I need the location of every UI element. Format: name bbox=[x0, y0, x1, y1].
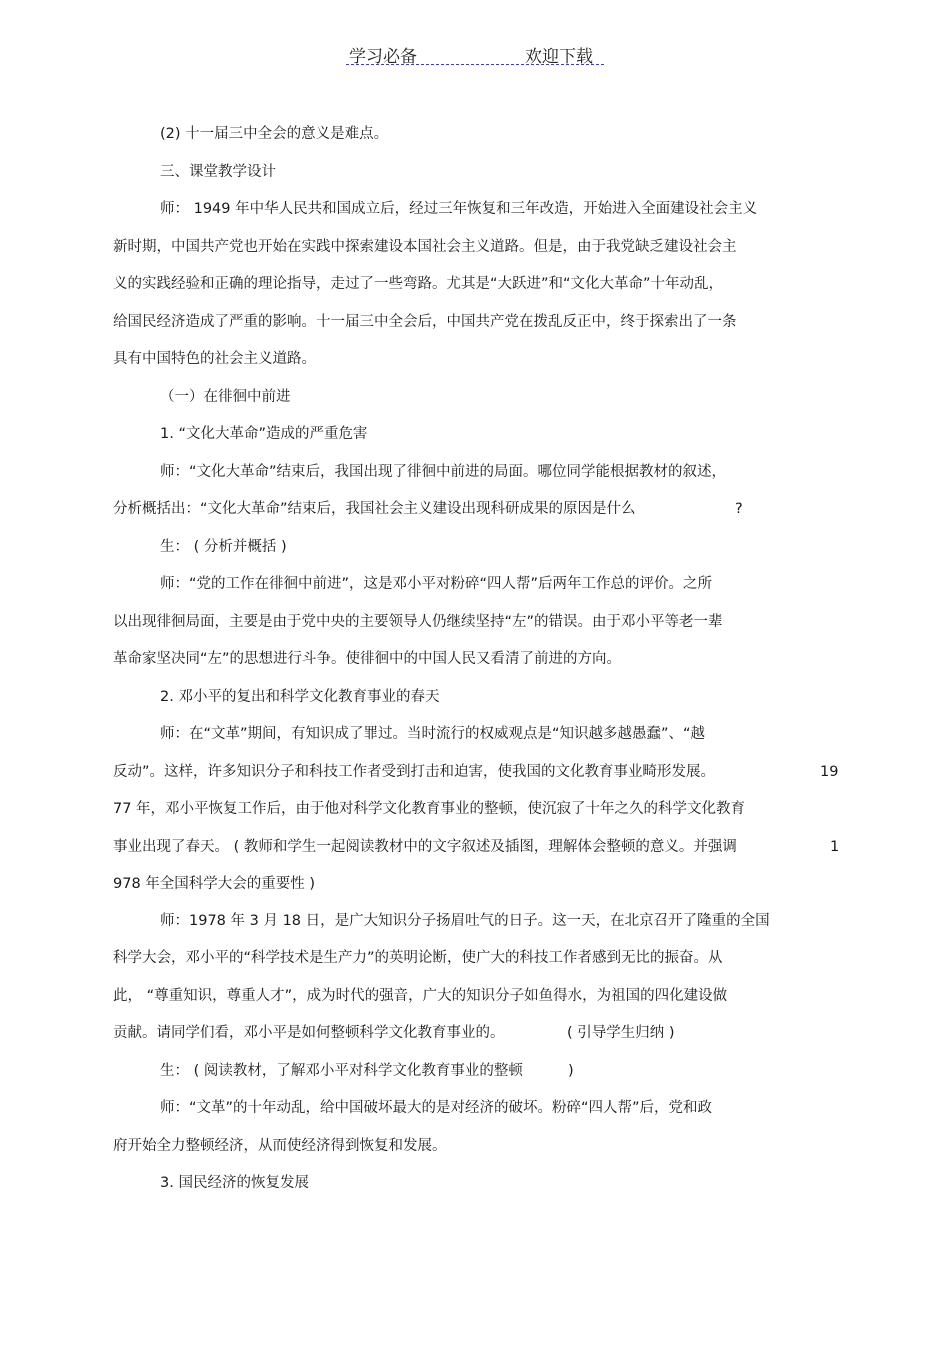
text-line: 77 年，邓小平恢复工作后，由于他对科学文化教育事业的整顿，使沉寂了十年之久的科学文化教育 bbox=[113, 801, 746, 817]
text-line: 贡献。请同学们看，邓小平是如何整顿科学文化教育事业的。 bbox=[113, 1025, 505, 1041]
header-dashed-rule bbox=[346, 64, 604, 65]
closing-paren: ) bbox=[568, 1063, 574, 1079]
text-line: 义的实践经验和正确的理论指导，走过了一些弯路。尤其是“大跃进”和“文化大革命”十年动乱， bbox=[113, 276, 724, 292]
page-header bbox=[0, 40, 950, 70]
text-line: 新时期，中国共产党也开始在实践中探索建设本国社会主义道路。但是，由于我党缺乏建设社会主 bbox=[113, 239, 737, 255]
numbered-heading: 3. 国民经济的恢复发展 bbox=[160, 1175, 309, 1191]
text-line: 师：1978 年 3 月 18 日，是广大知识分子扬眉吐气的日子。这一天，在北京召开了隆重的全国 bbox=[160, 913, 770, 929]
text-line: 师：“文化大革命”结束后，我国出现了徘徊中前进的局面。哪位同学能根据教材的叙述， bbox=[160, 464, 727, 480]
text-line: 生： ( 阅读教材，了解邓小平对科学文化教育事业的整顿 bbox=[160, 1063, 523, 1079]
text-line: 师：“文革”的十年动乱，给中国破坏最大的是对经济的破坏。粉碎“四人帮”后，党和政 bbox=[160, 1100, 713, 1116]
line-overflow-digits: 1 bbox=[830, 839, 840, 855]
header-right-text: 欢迎下载 bbox=[525, 47, 593, 67]
teacher-note: ( 引导学生归纳 ) bbox=[567, 1025, 675, 1041]
text-line: 师：“党的工作在徘徊中前进”，这是邓小平对粉碎“四人帮”后两年工作总的评价。之所 bbox=[160, 576, 713, 592]
text-line: 具有中国特色的社会主义道路。 bbox=[113, 351, 316, 367]
text-line: 师：在“文革”期间，有知识成了罪过。当时流行的权威观点是“知识越多越愚蠢”、“越 bbox=[160, 726, 706, 742]
text-line: 革命家坚决同“左”的思想进行斗争。使徘徊中的中国人民又看清了前进的方向。 bbox=[113, 651, 622, 667]
header-left-text: 学习必备 bbox=[349, 47, 417, 67]
line-overflow-digits: 19 bbox=[820, 764, 839, 780]
text-line: 事业出现了春天。 ( 教师和学生一起阅读教材中的文字叙述及插图，理解体会整顿的意义。并强调 bbox=[113, 839, 737, 855]
subsection-heading: （一）在徘徊中前进 bbox=[160, 389, 291, 405]
section-heading: 三、课堂教学设计 bbox=[160, 164, 276, 180]
text-line: 以出现徘徊局面，主要是由于党中央的主要领导人仍继续坚持“左”的错误。由于邓小平等老一辈 bbox=[113, 614, 723, 630]
numbered-heading: 2. 邓小平的复出和科学文化教育事业的春天 bbox=[160, 689, 440, 705]
text-line: 生： ( 分析并概括 ) bbox=[160, 539, 287, 555]
text-line: 府开始全力整顿经济，从而使经济得到恢复和发展。 bbox=[113, 1138, 447, 1154]
text-line: 科学大会，邓小平的“科学技术是生产力”的英明论断，使广大的科技工作者感到无比的振奋。从 bbox=[113, 950, 723, 966]
text-line: 师： 1949 年中华人民共和国成立后，经过三年恢复和三年改造，开始进入全面建设社会主义 bbox=[160, 201, 758, 217]
text-line: 978 年全国科学大会的重要性 ) bbox=[113, 876, 316, 892]
question-mark: ? bbox=[735, 501, 743, 517]
numbered-heading: 1. “文化大革命”造成的严重危害 bbox=[160, 426, 368, 442]
text-line: (2) 十一届三中全会的意义是难点。 bbox=[160, 126, 389, 142]
text-line: 反动”。这样，许多知识分子和科技工作者受到打击和迫害，使我国的文化教育事业畸形发展。 bbox=[113, 764, 716, 780]
text-line: 此， “尊重知识，尊重人才”，成为时代的强音，广大的知识分子如鱼得水，为祖国的四化建设做 bbox=[113, 988, 728, 1004]
text-line: 给国民经济造成了严重的影响。十一届三中全会后，中国共产党在拨乱反正中，终于探索出了一条 bbox=[113, 314, 737, 330]
text-line: 分析概括出：“文化大革命”结束后，我国社会主义建设出现科研成果的原因是什么 bbox=[113, 501, 636, 517]
